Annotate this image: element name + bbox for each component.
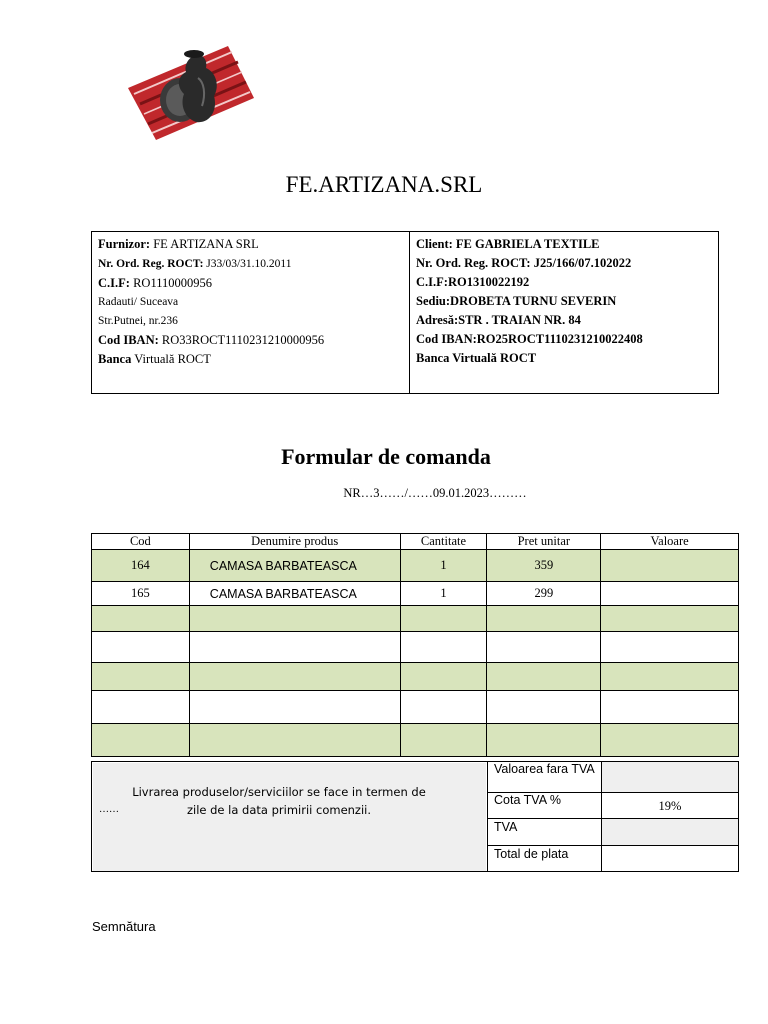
summary-block <box>91 761 739 872</box>
company-title: FE.ARTIZANA.SRL <box>285 172 483 197</box>
cell-code <box>92 632 190 663</box>
delivery-terms-box <box>93 763 486 871</box>
table-row <box>92 724 739 757</box>
client-name: Client: FE GABRIELA TEXTILE <box>416 237 600 251</box>
client-cif: C.I.F:RO1310022192 <box>416 275 530 289</box>
cell-product-name: CAMASA BARBATEASCA <box>189 582 400 606</box>
vat-rate-value: 19% <box>601 793 738 819</box>
cell-quantity <box>400 691 487 724</box>
table-row <box>92 632 739 663</box>
delivery-terms-line2: zile de la data primirii comenzii. <box>186 803 372 817</box>
cell-value <box>601 550 739 582</box>
vat-value <box>601 819 738 846</box>
supplier-cif: C.I.F: RO1110000956 <box>98 276 213 290</box>
delivery-days-placeholder: …… <box>99 804 119 815</box>
value-excl-vat-label: Valoarea fara TVA <box>487 762 601 792</box>
order-number: NR…3……/……09.01.2023……… <box>343 486 527 500</box>
total-value <box>601 846 738 872</box>
cell-value <box>601 632 739 663</box>
supplier-name: Furnizor: FE ARTIZANA SRL <box>98 237 259 251</box>
summary-row-total <box>487 845 738 872</box>
supplier-bank: Banca Virtuală ROCT <box>98 352 211 366</box>
signature-label: Semnătura <box>92 919 156 934</box>
client-block <box>410 232 718 393</box>
cell-code: 164 <box>92 550 190 582</box>
cell-quantity <box>400 606 487 632</box>
cell-value <box>601 691 739 724</box>
parties-box <box>91 231 719 394</box>
total-label: Total de plata <box>487 846 601 872</box>
cell-code <box>92 606 190 632</box>
cell-product-name <box>189 606 400 632</box>
cell-value <box>601 663 739 691</box>
cell-product-name: CAMASA BARBATEASCA <box>189 550 400 582</box>
supplier-city: Radauti/ Suceava <box>98 296 179 308</box>
table-row <box>92 663 739 691</box>
cell-unit-price <box>487 691 601 724</box>
table-row <box>92 550 739 582</box>
cell-quantity: 1 <box>400 582 487 606</box>
header-quantity: Cantitate <box>400 534 487 550</box>
table-row <box>92 582 739 606</box>
supplier-iban: Cod IBAN: RO33ROCT1110231210000956 <box>98 333 325 347</box>
cell-quantity: 1 <box>400 550 487 582</box>
vat-label: TVA <box>487 819 601 846</box>
cell-value <box>601 582 739 606</box>
delivery-terms-text <box>99 783 459 819</box>
cell-code <box>92 691 190 724</box>
cell-unit-price: 299 <box>487 582 601 606</box>
cell-product-name <box>189 691 400 724</box>
client-seat: Sediu:DROBETA TURNU SEVERIN <box>416 294 617 308</box>
cell-product-name <box>189 632 400 663</box>
supplier-reg: Nr. Ord. Reg. ROCT: J33/03/31.10.2011 <box>98 258 292 270</box>
cell-quantity <box>400 632 487 663</box>
cell-product-name <box>189 724 400 757</box>
summary-row-vat <box>487 818 738 846</box>
table-row <box>92 606 739 632</box>
table-row <box>92 691 739 724</box>
header-product-name: Denumire produs <box>189 534 400 550</box>
cell-value <box>601 606 739 632</box>
client-reg: Nr. Ord. Reg. ROCT: J25/166/07.102022 <box>416 256 632 270</box>
header-value: Valoare <box>601 534 739 550</box>
client-iban: Cod IBAN:RO25ROCT1110231210022408 <box>416 332 643 346</box>
supplier-block <box>92 232 410 393</box>
cell-unit-price <box>487 632 601 663</box>
vat-rate-label: Cota TVA % <box>487 793 601 819</box>
cell-unit-price <box>487 724 601 757</box>
summary-row-vat-rate <box>487 792 738 819</box>
company-logo <box>128 42 258 142</box>
cell-value <box>601 724 739 757</box>
cell-code <box>92 663 190 691</box>
summary-row-value-excl-vat <box>487 762 738 792</box>
cell-unit-price <box>487 606 601 632</box>
cell-quantity <box>400 663 487 691</box>
pottery-vase-on-woven-cloth-icon <box>128 42 258 142</box>
cell-product-name <box>189 663 400 691</box>
delivery-terms-line1: Livrarea produselor/serviciilor se face in termen de <box>132 785 426 799</box>
header-unit-price: Pret unitar <box>487 534 601 550</box>
cell-unit-price <box>487 663 601 691</box>
cell-code <box>92 724 190 757</box>
header-code: Cod <box>92 534 190 550</box>
cell-unit-price: 359 <box>487 550 601 582</box>
cell-quantity <box>400 724 487 757</box>
cell-code: 165 <box>92 582 190 606</box>
value-excl-vat-value <box>601 762 738 792</box>
order-items-table <box>91 533 739 757</box>
table-header-row <box>92 534 739 550</box>
client-address: Adresă:STR . TRAIAN NR. 84 <box>416 313 581 327</box>
form-title: Formular de comanda <box>281 444 491 469</box>
supplier-street: Str.Putnei, nr.236 <box>98 315 178 327</box>
client-bank: Banca Virtuală ROCT <box>416 351 537 365</box>
